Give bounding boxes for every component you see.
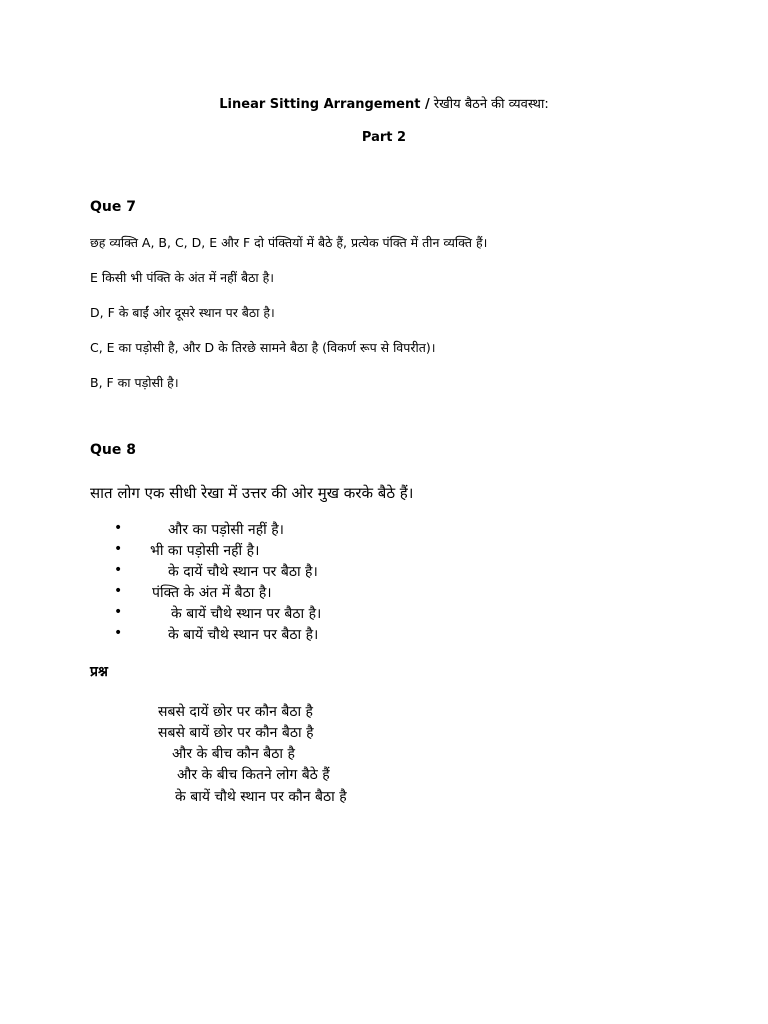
title-hindi: रेखीय बैठने की व्यवस्था: <box>433 97 549 112</box>
question-item: सबसे बायें छोर पर कौन बैठा है <box>158 725 314 741</box>
que7-line-2: E किसी भी पंक्ति के अंत में नहीं बैठा है। <box>90 270 274 285</box>
condition-text: पंक्ति के अंत में बैठा है। <box>152 585 272 601</box>
que7-line-1: छह व्यक्ति A, B, C, D, E और F दो पंक्तियों में बैठे हैं, प्रत्येक पंक्ति में तीन व्यक्ति हैं। <box>90 235 488 250</box>
bullet-icon: • <box>114 583 123 599</box>
question-item: और के बीच कौन बैठा है <box>172 746 295 762</box>
bullet-icon: • <box>114 625 123 641</box>
title-english: Linear Sitting Arrangement / <box>219 97 430 112</box>
condition-text: के बायें चौथे स्थान पर बैठा है। <box>168 627 319 643</box>
que7-line-3: D, F के बाईं ओर दूसरे स्थान पर बैठा है। <box>90 305 275 320</box>
que7-line-5: B, F का पड़ोसी है। <box>90 375 179 390</box>
question-item: सबसे दायें छोर पर कौन बैठा है <box>158 704 313 720</box>
questions-heading: प्रश्न <box>90 664 108 680</box>
que8-intro: सात लोग एक सीधी रेखा में उत्तर की ओर मुख करके बैठे हैं। <box>90 484 414 502</box>
bullet-icon: • <box>114 604 123 620</box>
bullet-icon: • <box>114 562 123 578</box>
page-title <box>0 94 768 112</box>
que7-heading: Que 7 <box>90 199 136 215</box>
bullet-icon: • <box>114 520 123 536</box>
bullet-icon: • <box>114 541 123 557</box>
que8-heading: Que 8 <box>90 442 136 458</box>
question-item: और के बीच कितने लोग बैठे हैं <box>177 767 330 783</box>
que7-line-4: C, E का पड़ोसी है, और D के तिरछे सामने बैठा है (विकर्ण रूप से विपरीत)। <box>90 340 436 355</box>
condition-text: और का पड़ोसी नहीं है। <box>168 522 284 538</box>
condition-text: भी का पड़ोसी नहीं है। <box>150 543 260 559</box>
question-item: के बायें चौथे स्थान पर कौन बैठा है <box>175 789 347 805</box>
condition-text: के दायें चौथे स्थान पर बैठा है। <box>168 564 318 580</box>
condition-text: के बायें चौथे स्थान पर बैठा है। <box>171 606 322 622</box>
part-label: Part 2 <box>361 130 407 145</box>
